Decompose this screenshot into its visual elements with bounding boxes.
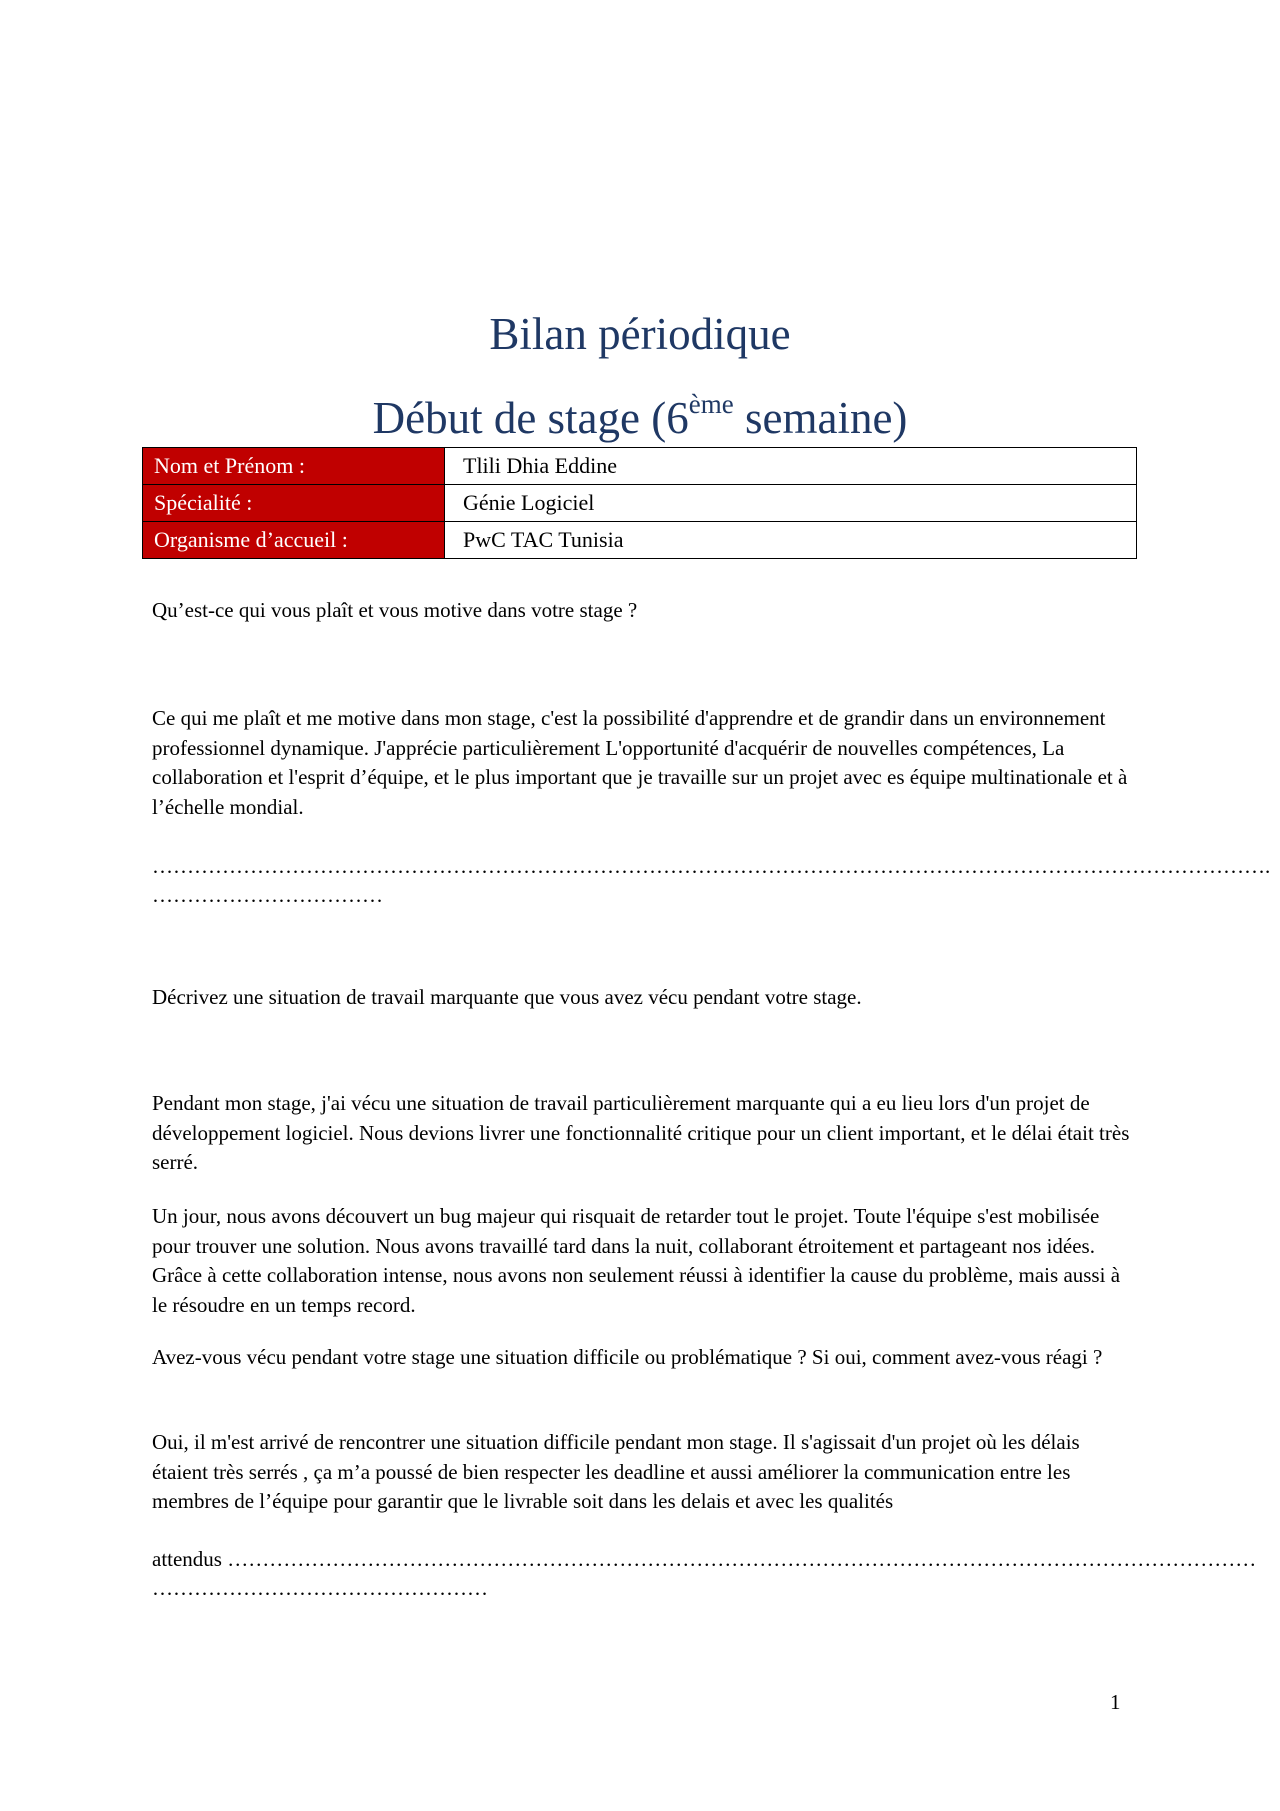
subtitle-text-after: semaine) [733,393,908,443]
host-organization-label: Organisme d’accueil : [143,522,445,559]
document-subtitle [0,389,1280,443]
document-title: Bilan périodique [489,309,791,359]
question-difficult-situation: Avez-vous vécu pendant votre stage une situation difficile ou problématique ? Si oui, comment avez-vous réagi ? [152,1345,1103,1369]
student-info-table [142,447,1137,559]
question-motivation: Qu’est-ce qui vous plaît et vous motive dans votre stage ? [152,598,638,622]
name-label: Nom et Prénom : [143,448,445,485]
answer-work-situation-paragraph-2: Un jour, nous avons découvert un bug majeur qui risquait de retarder tout le projet. Toute l'équipe s'est mobilisée pour trouver une solution. Nous avons travaillé tard dans la nuit, collaborant étroitement et partageant nos idées. Grâce à cette collaboration intense, nous avons non seulement réussi à identifier la cause du problème, mais aussi à le résoudre en un temps record. [152,1204,1121,1317]
table-row [143,522,1137,559]
table-row [143,485,1137,522]
page-number: 1 [1110,1690,1121,1714]
dotted-line: …………………………… [152,883,383,907]
dotted-line: ………………………………………… [152,1576,488,1600]
dotted-line: attendus ………………………………………………………………………………………………………………………………… [152,1547,1257,1571]
subtitle-text-before: Début de stage (6 [372,393,689,443]
table-row [143,448,1137,485]
dotted-line: ……………………………………………………………………………………………………………………………………………. [152,854,1271,878]
subtitle-superscript: ème [688,389,734,419]
name-value: Tlili Dhia Eddine [445,448,1137,485]
answer-difficult-situation: Oui, il m'est arrivé de rencontrer une situation difficile pendant mon stage. Il s'agissait d'un projet où les délais étaient très serrés , ça m’a poussé de bien respecter les deadline et aussi améliorer la communication entre les membres de l’équipe pour garantir que le livrable soit dans les delais et avec les qualités [152,1430,1080,1513]
specialty-label: Spécialité : [143,485,445,522]
question-work-situation: Décrivez une situation de travail marquante que vous avez vécu pendant votre stage. [152,985,862,1009]
answer-motivation: Ce qui me plaît et me motive dans mon stage, c'est la possibilité d'apprendre et de grandir dans un environnement professionnel dynamique. J'apprécie particulièrement L'opportunité d'acquérir de nouvelles compétences, La collaboration et l'esprit d’équipe, et le plus important que je travaille sur un projet avec es équipe multinationale et à l’échelle mondial. [152,706,1128,819]
specialty-value: Génie Logiciel [445,485,1137,522]
host-organization-value: PwC TAC Tunisia [445,522,1137,559]
answer-work-situation-paragraph-1: Pendant mon stage, j'ai vécu une situation de travail particulièrement marquante qui a eu lieu lors d'un projet de développement logiciel. Nous devions livrer une fonctionnalité critique pour un client important, et le délai était très serré. [152,1091,1130,1174]
